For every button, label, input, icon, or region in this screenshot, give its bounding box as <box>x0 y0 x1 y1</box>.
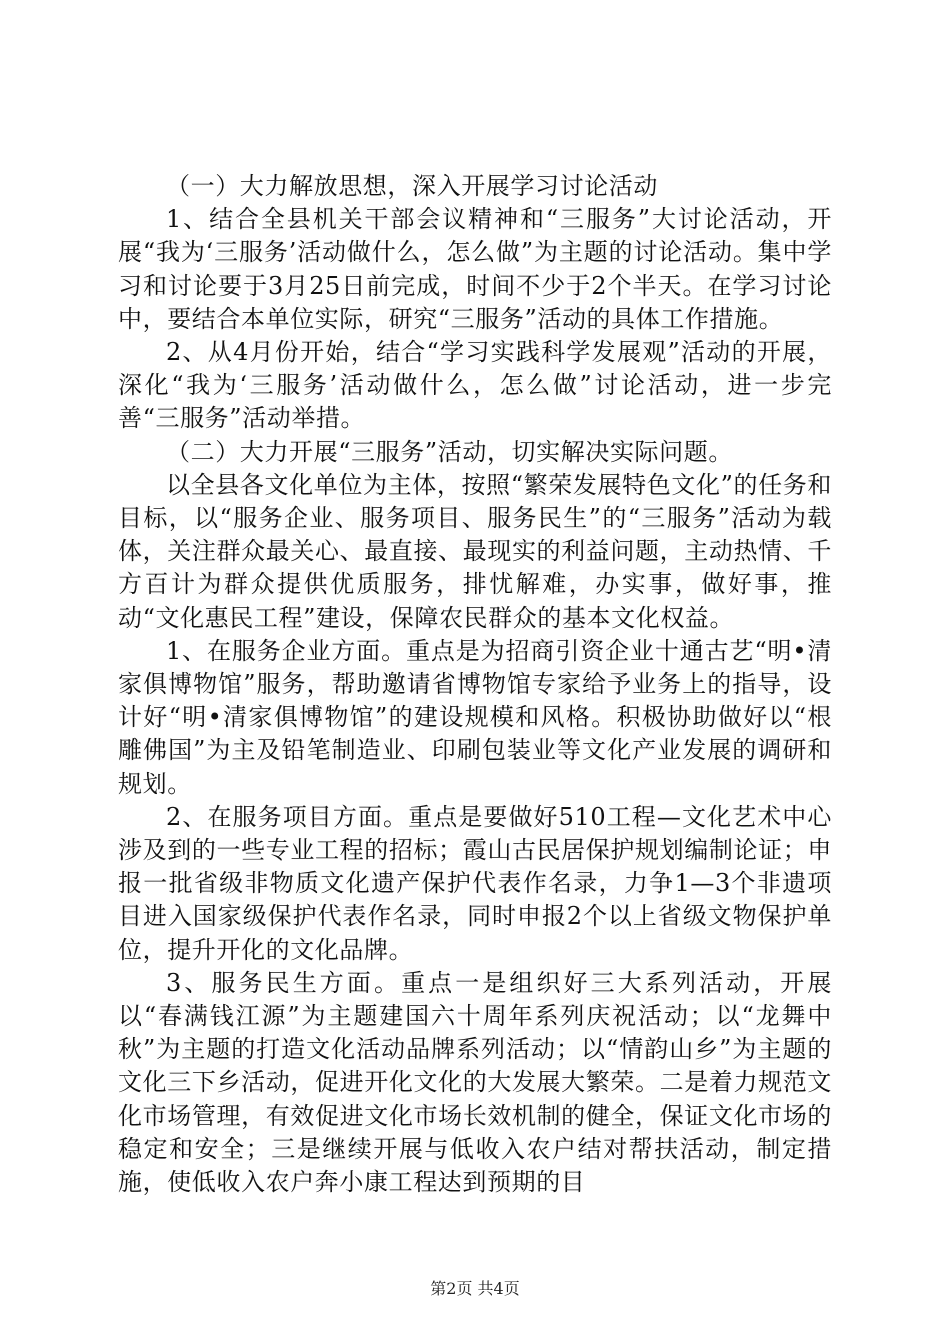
paragraph: 1、结合全县机关干部会议精神和“三服务”大讨论活动，开展“我为‘三服务’活动做什么，怎么做”为主题的讨论活动。集中学习和讨论要于3月25日前完成，时间不少于2个半天。在学习讨论中，要结合本单位实际，研究“三服务”活动的具体工作措施。 <box>118 205 832 333</box>
paragraph: 2、在服务项目方面。重点是要做好510工程—文化艺术中心涉及到的一些专业工程的招标；霞山古民居保护规划编制论证；申报一批省级非物质文化遗产保护代表作名录，力争1—3个非遗项目进入国家级保护代表作名录，同时申报2个以上省级文物保护单位，提升开化的文化品牌。 <box>118 802 832 964</box>
section-heading-1: （一）大力解放思想，深入开展学习讨论活动 <box>166 172 658 200</box>
document-body <box>118 170 832 1199</box>
page-footer: 第2页 共4页 <box>430 1279 520 1298</box>
paragraph: 3、服务民生方面。重点一是组织好三大系列活动，开展以“春满钱江源”为主题建国六十周年系列庆祝活动；以“龙舞中秋”为主题的打造文化活动品牌系列活动；以“情韵山乡”为主题的文化三下乡活动，促进开化文化的大发展大繁荣。二是着力规范文化市场管理，有效促进文化市场长效机制的健全，保证文化市场的稳定和安全；三是继续开展与低收入农户结对帮扶活动，制定措施，使低收入农户奔小康工程达到预期的目 <box>118 968 832 1197</box>
section-heading-2: （二）大力开展“三服务”活动，切实解决实际问题。 <box>166 437 733 466</box>
paragraph: 以全县各文化单位为主体，按照“繁荣发展特色文化”的任务和目标，以“服务企业、服务项目、服务民生”的“三服务”活动为载体，关注群众最关心、最直接、最现实的利益问题，主动热情、千方百计为群众提供优质服务，排忧解难，办实事，做好事，推动“文化惠民工程”建设，保障农民群众的基本文化权益。 <box>118 470 832 632</box>
paragraph: 1、在服务企业方面。重点是为招商引资企业十通古艺“明•清家俱博物馆”服务，帮助邀请省博物馆专家给予业务上的指导，设计好“明•清家俱博物馆”的建设规模和风格。积极协助做好以“根雕佛国”为主及铅笔制造业、印刷包装业等文化产业发展的调研和规划。 <box>118 636 832 798</box>
paragraph: 2、从4月份开始，结合“学习实践科学发展观”活动的开展，深化“我为‘三服务’活动做什么，怎么做”讨论活动，进一步完善“三服务”活动举措。 <box>118 338 832 433</box>
